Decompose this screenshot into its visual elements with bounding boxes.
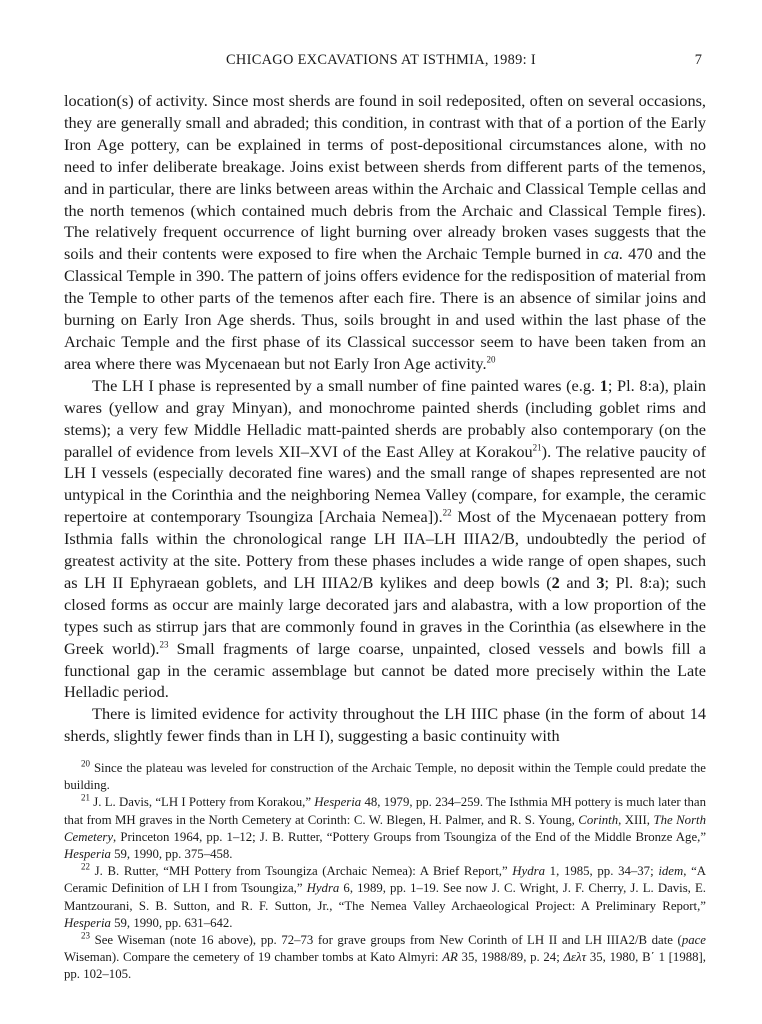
text-run: 48, 1979, pp. 234–259. The Isthmia MH pottery is much later than that from MH graves in the North Cemetery at Corinth: C. W. Blegen, H. Palmer, and R. S. Young, bbox=[64, 795, 706, 827]
footnote-ref: 23 bbox=[81, 930, 90, 941]
text-run: See Wiseman (note 16 above), pp. 72–73 for grave groups from New Corinth of LH II and LH IIIA2/B date ( bbox=[90, 933, 682, 948]
page-number: 7 bbox=[694, 52, 702, 68]
text-run: idem bbox=[658, 864, 684, 879]
footnote-ref: 23 bbox=[159, 639, 169, 650]
text-run: Hesperia bbox=[64, 915, 111, 930]
body-paragraph bbox=[64, 375, 706, 704]
running-title: CHICAGO EXCAVATIONS AT ISTHMIA, 1989: I bbox=[226, 52, 536, 68]
footnote-ref: 20 bbox=[486, 354, 496, 365]
text-run: 1, 1985, pp. 34–37; bbox=[545, 864, 659, 879]
text-run: J. B. Rutter, “MH Pottery from Tsoungiza (Archaic Nemea): A Brief Report,” bbox=[90, 864, 513, 879]
text-run: 35, 1980, Β΄ 1 [1988], pp. 102–105. bbox=[64, 950, 706, 982]
text-run: The North Cemetery bbox=[64, 812, 706, 844]
footnote-ref: 21 bbox=[81, 793, 90, 804]
text-run: , Princeton 1964, pp. 1–12; J. B. Rutter, “Pottery Groups from Tsoungiza of the End of the Middle Bronze Age,” bbox=[113, 829, 706, 844]
footnote-ref: 20 bbox=[81, 758, 90, 769]
text-run: Most of the Mycenaean pottery from Isthmia falls within the chronological range LH IIA–LH IIIA2/B, undoubtedly the period of greatest activity at the site. Pottery from these phases includes a wide range of open shapes, such as LH II Ephyraean goblets, and LH IIIA2/B kylikes and deep bowls ( bbox=[64, 507, 706, 592]
footnote bbox=[64, 863, 706, 932]
footnote bbox=[64, 794, 706, 863]
footnote bbox=[64, 932, 706, 984]
body-paragraph bbox=[64, 90, 706, 375]
footnote-ref: 21 bbox=[532, 442, 542, 453]
text-run: ). The relative paucity of LH I vessels (especially decorated fine wares) and the small range of shapes represented are not untypical in the Corinthia and the neighboring Nemea Valley (compare, for example, the ceramic repertoire at contemporary Tsoungiza [Archaia Nemea]). bbox=[64, 441, 706, 527]
text-run: Hesperia bbox=[314, 795, 362, 810]
text-run: Hydra bbox=[512, 864, 545, 879]
text-run: Hesperia bbox=[64, 847, 111, 862]
text-run: location(s) of activity. Since most sherds are found in soil redeposited, often on several occasions, they are generally small and abraded; this condition, in contrast with that of a portion of the Early Iron Age pottery, can be explained in terms of post-depositional circumstances alone, with no need to infer deliberate breakage. Joins exist between sherds from different parts of the temenos, and in particular, there are links between areas within the Archaic and Classical Temple cellas and the north temenos (which contained much debris from the Archaic and Classical Temple fires). The relatively frequent occurrence of light burning over already broken vases suggests that the soils and their contents were exposed to fire when the Archaic Temple burned in bbox=[64, 91, 706, 264]
body-text bbox=[64, 90, 706, 747]
text-run: 470 and the Classical Temple in 390. The pattern of joins offers evidence for the redisposition of material from the Temple to other parts of the temenos after each fire. There is an absence of similar joins and burning on Early Iron Age sherds. Thus, soils brought in and used within the last phase of the Archaic Temple and the first phase of its Classical successor seem to have been taken from an area where there was Mycenaean but not Early Iron Age activity. bbox=[64, 244, 707, 373]
text-run: 35, 1988/89, p. 24; bbox=[457, 950, 564, 965]
text-run: and bbox=[559, 572, 597, 592]
text-run: Corinth bbox=[578, 812, 619, 827]
running-header bbox=[0, 50, 762, 72]
text-run: 6, 1989, pp. 1–19. See now J. C. Wright, J. F. Cherry, J. L. Davis, E. Mantzourani, S. B. Sutton, and R. F. Sutton, Jr., “The Nemea Valley Archaeological Project: A Preliminary Report,” bbox=[64, 881, 706, 913]
text-run: 3 bbox=[596, 572, 605, 592]
text-run: Since the plateau was leveled for construction of the Archaic Temple, no deposit within the Temple could predate the building. bbox=[64, 761, 706, 793]
body-paragraph bbox=[64, 703, 706, 747]
text-run: ca. bbox=[603, 244, 624, 264]
text-run: Δελτ bbox=[563, 950, 587, 965]
text-run: J. L. Davis, “LH I Pottery from Korakou,” bbox=[90, 795, 315, 810]
footnotes bbox=[64, 760, 706, 984]
text-run: ; Pl. 8:a); such closed forms as occur are mainly large decorated jars and alabastra, with a low proportion of the types such as stirrup jars that are commonly found in graves in the Corinthia (as elsewhere in the Greek world). bbox=[64, 572, 707, 658]
footnote-ref: 22 bbox=[81, 861, 90, 872]
text-run: , XIII, bbox=[618, 812, 654, 827]
footnote bbox=[64, 760, 706, 794]
text-run: , “A Ceramic Definition of LH I from Tsoungiza,” bbox=[64, 864, 706, 896]
text-run: There is limited evidence for activity throughout the LH IIIC phase (in the form of about 14 sherds, slightly fewer finds than in LH I), suggesting a basic continuity with bbox=[64, 704, 706, 746]
text-run: pace bbox=[681, 933, 706, 948]
text-run: AR bbox=[442, 950, 458, 965]
text-run: 59, 1990, pp. 375–458. bbox=[110, 847, 233, 862]
text-run: 1 bbox=[599, 375, 608, 395]
text-run: Small fragments of large coarse, unpainted, closed vessels and bowls fill a functional gap in the ceramic assemblage but cannot be dated more precisely within the Late Helladic period. bbox=[64, 638, 706, 702]
text-run: ; Pl. 8:a), plain wares (yellow and gray Minyan), and monochrome painted sherds (including goblet rims and stems); a very few Middle Helladic matt-painted sherds are probably also contemporary (on the parallel of evidence from levels XII–XVI of the East Alley at Korakou bbox=[64, 375, 706, 461]
text-run: Hydra bbox=[306, 881, 340, 896]
text-run: 59, 1990, pp. 631–642. bbox=[110, 915, 233, 930]
text-run: The LH I phase is represented by a small number of fine painted wares (e.g. bbox=[92, 375, 600, 395]
text-run: 2 bbox=[551, 572, 560, 592]
footnote-ref: 22 bbox=[442, 507, 452, 518]
text-run: Wiseman). Compare the cemetery of 19 chamber tombs at Kato Almyri: bbox=[64, 950, 443, 965]
